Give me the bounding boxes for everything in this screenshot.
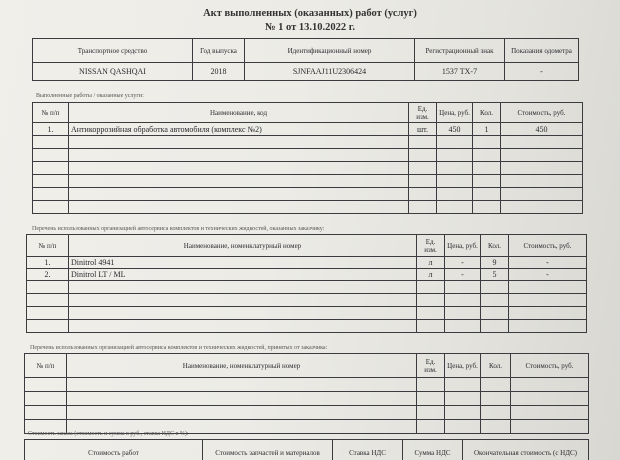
customer-parts-caption: Перечень использованных организацией автосервиса комплектов и технических жидкостей, принятых от заказчика:	[30, 345, 328, 351]
table-row	[33, 162, 583, 175]
table-row	[33, 149, 583, 162]
table-cell: -	[445, 269, 481, 281]
parts-caption: Перечень использованных организацией автосервиса комплектов и технических жидкостей, оказанных заказчику:	[32, 226, 325, 232]
table-cell: Dinitrol LT / ML	[69, 269, 417, 281]
works-header-row	[33, 103, 583, 123]
parts-header-cell: Наименование, номенклатурный номер	[69, 235, 417, 257]
table-cell: 1.	[33, 123, 69, 136]
table-row	[33, 123, 583, 136]
table-row	[33, 201, 583, 214]
table-cell: 9	[481, 257, 509, 269]
table-row	[25, 378, 589, 392]
vehicle-header-cell: Идентификационный номер	[245, 39, 415, 63]
vehicle-header-row	[33, 39, 579, 63]
parts-header-cell: № п/п	[27, 235, 69, 257]
vehicle-odometer: -	[505, 63, 579, 81]
totals-header-cell: Ставка НДС	[333, 440, 403, 460]
parts-header-cell: Цена, руб.	[445, 235, 481, 257]
table-row	[25, 392, 589, 406]
table-cell: Dinitrol 4941	[69, 257, 417, 269]
customer-parts-header-cell: № п/п	[25, 354, 67, 378]
table-row	[27, 320, 587, 333]
vehicle-model: NISSAN QASHQAI	[33, 63, 193, 81]
table-cell: -	[509, 257, 587, 269]
vehicle-header-cell: Показания одометра	[505, 39, 579, 63]
table-cell: 450	[501, 123, 583, 136]
totals-table	[24, 439, 589, 460]
vehicle-plate: 1537 TX-7	[415, 63, 505, 81]
works-header-cell: Наименование, код	[69, 103, 409, 123]
table-cell: 5	[481, 269, 509, 281]
table-cell: л	[417, 257, 445, 269]
works-header-cell: Ед. изм.	[409, 103, 437, 123]
table-row	[33, 188, 583, 201]
works-table	[32, 102, 583, 214]
vehicle-header-cell: Регистрационный знак	[415, 39, 505, 63]
works-header-cell: Цена, руб.	[437, 103, 473, 123]
document-title: Акт выполненных (оказанных) работ (услуг)	[203, 8, 417, 19]
table-cell: -	[509, 269, 587, 281]
totals-header-cell: Стоимость запчастей и материалов	[203, 440, 333, 460]
table-cell: Антикоррозийная обработка автомобиля (комплекс №2)	[69, 123, 409, 136]
table-row	[33, 175, 583, 188]
table-row	[27, 257, 587, 269]
works-header-cell: Кол.	[473, 103, 501, 123]
customer-parts-header-cell: Ед. изм.	[417, 354, 445, 378]
customer-parts-header-row	[25, 354, 589, 378]
totals-header-cell: Окончательная стоимость (с НДС)	[463, 440, 589, 460]
table-cell: 1.	[27, 257, 69, 269]
vehicle-year: 2018	[193, 63, 245, 81]
document-subtitle: № 1 от 13.10.2022 г.	[264, 22, 356, 33]
table-cell: -	[445, 257, 481, 269]
parts-header-cell: Стоимость, руб.	[509, 235, 587, 257]
works-header-cell: № п/п	[33, 103, 69, 123]
customer-parts-header-cell: Кол.	[481, 354, 511, 378]
table-cell: 2.	[27, 269, 69, 281]
parts-header-cell: Ед. изм.	[417, 235, 445, 257]
vehicle-table	[32, 38, 579, 81]
totals-header-cell: Сумма НДС	[403, 440, 463, 460]
table-cell: л	[417, 269, 445, 281]
totals-header-row	[25, 440, 589, 460]
table-cell: 1	[473, 123, 501, 136]
parts-header-row	[27, 235, 587, 257]
customer-parts-table	[24, 353, 589, 434]
parts-table	[26, 234, 587, 333]
vehicle-vin: SJNFAAJ11U2306424	[245, 63, 415, 81]
parts-header-cell: Кол.	[481, 235, 509, 257]
vehicle-header-cell: Год выпуска	[193, 39, 245, 63]
customer-parts-header-cell: Цена, руб.	[445, 354, 481, 378]
vehicle-value-row	[33, 63, 579, 81]
customer-parts-header-cell: Наименование, номенклатурный номер	[67, 354, 417, 378]
works-header-cell: Стоимость, руб.	[501, 103, 583, 123]
table-cell: шт.	[409, 123, 437, 136]
totals-header-cell: Стоимость работ	[25, 440, 203, 460]
table-row	[27, 294, 587, 307]
totals-caption: Стоимость заказа (стоимость и сумма в руб., ставка НДС в %):	[28, 431, 189, 437]
table-cell: 450	[437, 123, 473, 136]
works-caption: Выполненные работы / оказанные услуги:	[36, 93, 144, 99]
table-row	[27, 307, 587, 320]
vehicle-header-cell: Транспортное средство	[33, 39, 193, 63]
table-row	[27, 281, 587, 294]
table-row	[27, 269, 587, 281]
customer-parts-header-cell: Стоимость, руб.	[511, 354, 589, 378]
table-row	[25, 406, 589, 420]
table-row	[33, 136, 583, 149]
